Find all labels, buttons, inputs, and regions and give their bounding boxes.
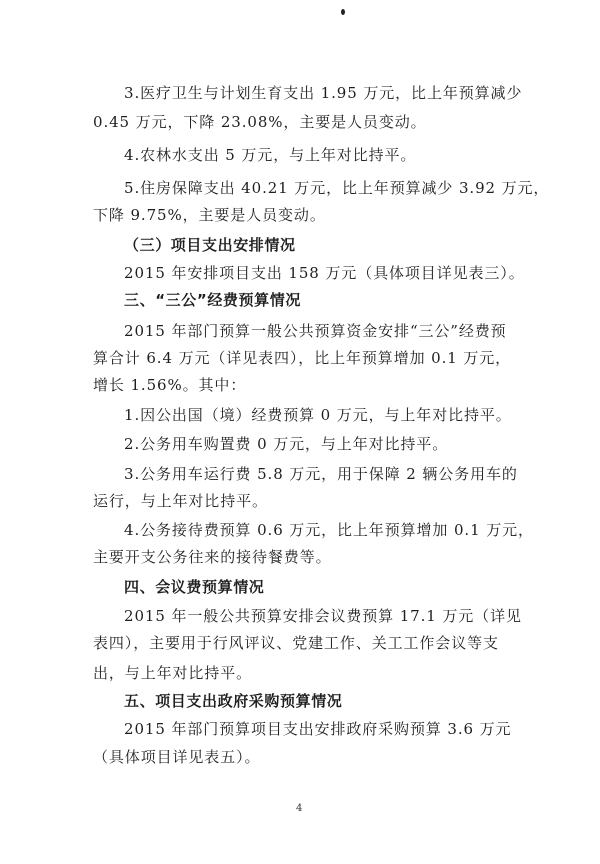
text-line: 1.因公出国（境）经费预算 0 万元，与上年对比持平。 (124, 406, 512, 424)
text-line: 4.农林水支出 5 万元，与上年对比持平。 (124, 146, 417, 164)
text-line: 运行，与上年对比持平。 (93, 492, 268, 510)
text-line: 下降 9.75%，主要是人员变动。 (93, 206, 326, 224)
text-line: 增长 1.56%。其中： (93, 376, 247, 394)
section-heading: （三）项目支出安排情况 (124, 236, 296, 254)
text-line: 表四），主要用于行风评议、党建工作、关工工作会议等支 (93, 634, 499, 652)
text-line: 2015 年一般公共预算安排会议费预算 17.1 万元（详见 (124, 607, 522, 625)
text-line: 3.医疗卫生与计划生育支出 1.95 万元，比上年预算减少 (124, 84, 523, 102)
text-line: 出，与上年对比持平。 (93, 664, 253, 682)
page-number: 4 (296, 803, 303, 814)
section-heading: 三、“三公”经费预算情况 (124, 291, 301, 309)
section-heading: 五、项目支出政府采购预算情况 (124, 692, 343, 710)
text-line: 2015 年部门预算一般公共预算资金安排“三公”经费预 (124, 322, 507, 340)
text-line: （具体项目详见表五）。 (93, 748, 261, 766)
text-line: 2.公务用车购置费 0 万元，与上年对比持平。 (124, 435, 449, 453)
text-line: 2015 年部门预算项目支出安排政府采购预算 3.6 万元 (124, 720, 512, 738)
text-line: 4.公务接待费预算 0.6 万元，比上年预算增加 0.1 万元， (124, 521, 534, 539)
text-line: 算合计 6.4 万元（详见表四），比上年预算增加 0.1 万元， (93, 349, 512, 367)
text-line: 2015 年安排项目支出 158 万元（具体项目详见表三）。 (124, 264, 525, 282)
scan-speck (341, 9, 345, 15)
text-line: 5.住房保障支出 40.21 万元，比上年预算减少 3.92 万元， (124, 179, 550, 197)
text-line: 0.45 万元，下降 23.08%，主要是人员变动。 (93, 113, 427, 131)
section-heading: 四、会议费预算情况 (124, 578, 265, 596)
text-line: 主要开支公务往来的接待餐费等。 (93, 548, 332, 566)
text-line: 3.公务用车运行费 5.8 万元，用于保障 2 辆公务用车的 (124, 465, 518, 483)
